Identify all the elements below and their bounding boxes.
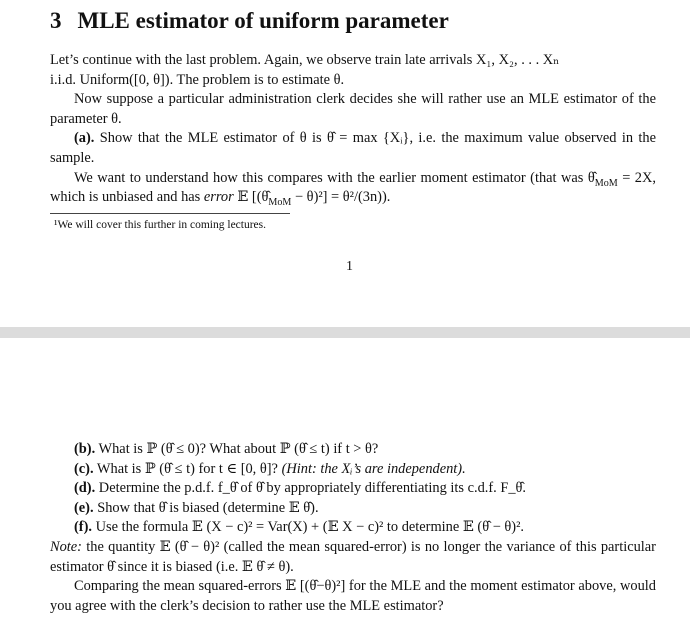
part-c-label: (c). [74,460,94,477]
para-3-start: We want to understand how this compares with the earlier moment estimator (that was θ̂ [74,169,595,186]
problem-parts [50,440,656,616]
section-title: MLE estimator of uniform parameter [77,8,449,33]
closing-question: Comparing the mean squared-errors 𝔼 [(θ̂−θ)²] for the MLE and the moment estimator above, would you agree with the clerk’s decision to rather use the MLE estimator? [50,578,656,614]
note-label: Note: [50,538,82,555]
para-3-formula-end: − θ)²] = θ²/(3n)). [291,189,391,206]
part-c-text: What is ℙ (θ̂ ≤ t) for t ∈ [0, θ]? [96,460,278,477]
part-b-text: What is ℙ (θ̂ ≤ 0)? What about ℙ (θ̂ ≤ t) if t > θ? [98,441,379,457]
part-b-label: (b). [74,441,96,457]
part-f-label: (f). [74,519,92,536]
page-separator [0,327,690,338]
para-3-formula-sub: MoM [268,197,292,209]
footnote-rule [50,213,290,214]
page-number: 1 [346,259,353,274]
para-3-mid: = 2X, which is unbiased and has [50,169,656,206]
part-a-text: Show that the MLE estimator of θ is θ̂ = max {Xᵢ}, i.e. the maximum value observed in the sample. [50,130,656,166]
part-e [50,499,656,519]
para-3-em: error [203,189,234,206]
part-d [50,479,656,499]
part-d-text: Determine the p.d.f. f_θ̂ of θ̂ by appropriately differentiating its c.d.f. F_θ̂. [98,480,527,497]
para-1-line-1: Let’s continue with the last problem. Again, we observe train late arrivals X₁, X₂, . . . Xₙ [50,52,560,68]
note-text: the quantity 𝔼 (θ̂ − θ)² (called the mean squared-error) is no longer the variance of this particular estimator θ̂ since it is biased (i.e. 𝔼 θ̂ ≠ θ). [50,538,656,575]
para-1-line-2: i.i.d. Uniform([0, θ]). The problem is to estimate θ. [50,71,345,88]
part-f [50,518,656,538]
part-c-hint: (Hint: the Xᵢ’s are independent). [281,460,466,477]
part-f-text: Use the formula 𝔼 (X − c)² = Var(X) + (𝔼 X − c)² to determine 𝔼 (θ̂ − θ)². [95,519,525,536]
problem-intro [50,51,656,208]
part-a [50,129,656,168]
note [50,538,656,577]
part-e-text: Show that θ̂ is biased (determine 𝔼 θ̂). [97,499,319,516]
para-3-sub: MoM [594,177,618,189]
part-c [50,460,656,480]
para-3 [50,169,656,208]
para-3-formula: 𝔼 [(θ̂ [233,189,269,206]
part-b [50,440,656,460]
para-2: Now suppose a particular administration clerk decides she will rather use an MLE estimator of the parameter θ. [50,91,656,127]
footnote: ¹We will cover this further in coming lectures. [54,219,267,231]
part-e-label: (e). [74,499,94,516]
part-d-label: (d). [74,480,96,497]
section-number: 3 [50,8,62,33]
section-heading [50,8,449,34]
part-a-label: (a). [74,130,95,147]
